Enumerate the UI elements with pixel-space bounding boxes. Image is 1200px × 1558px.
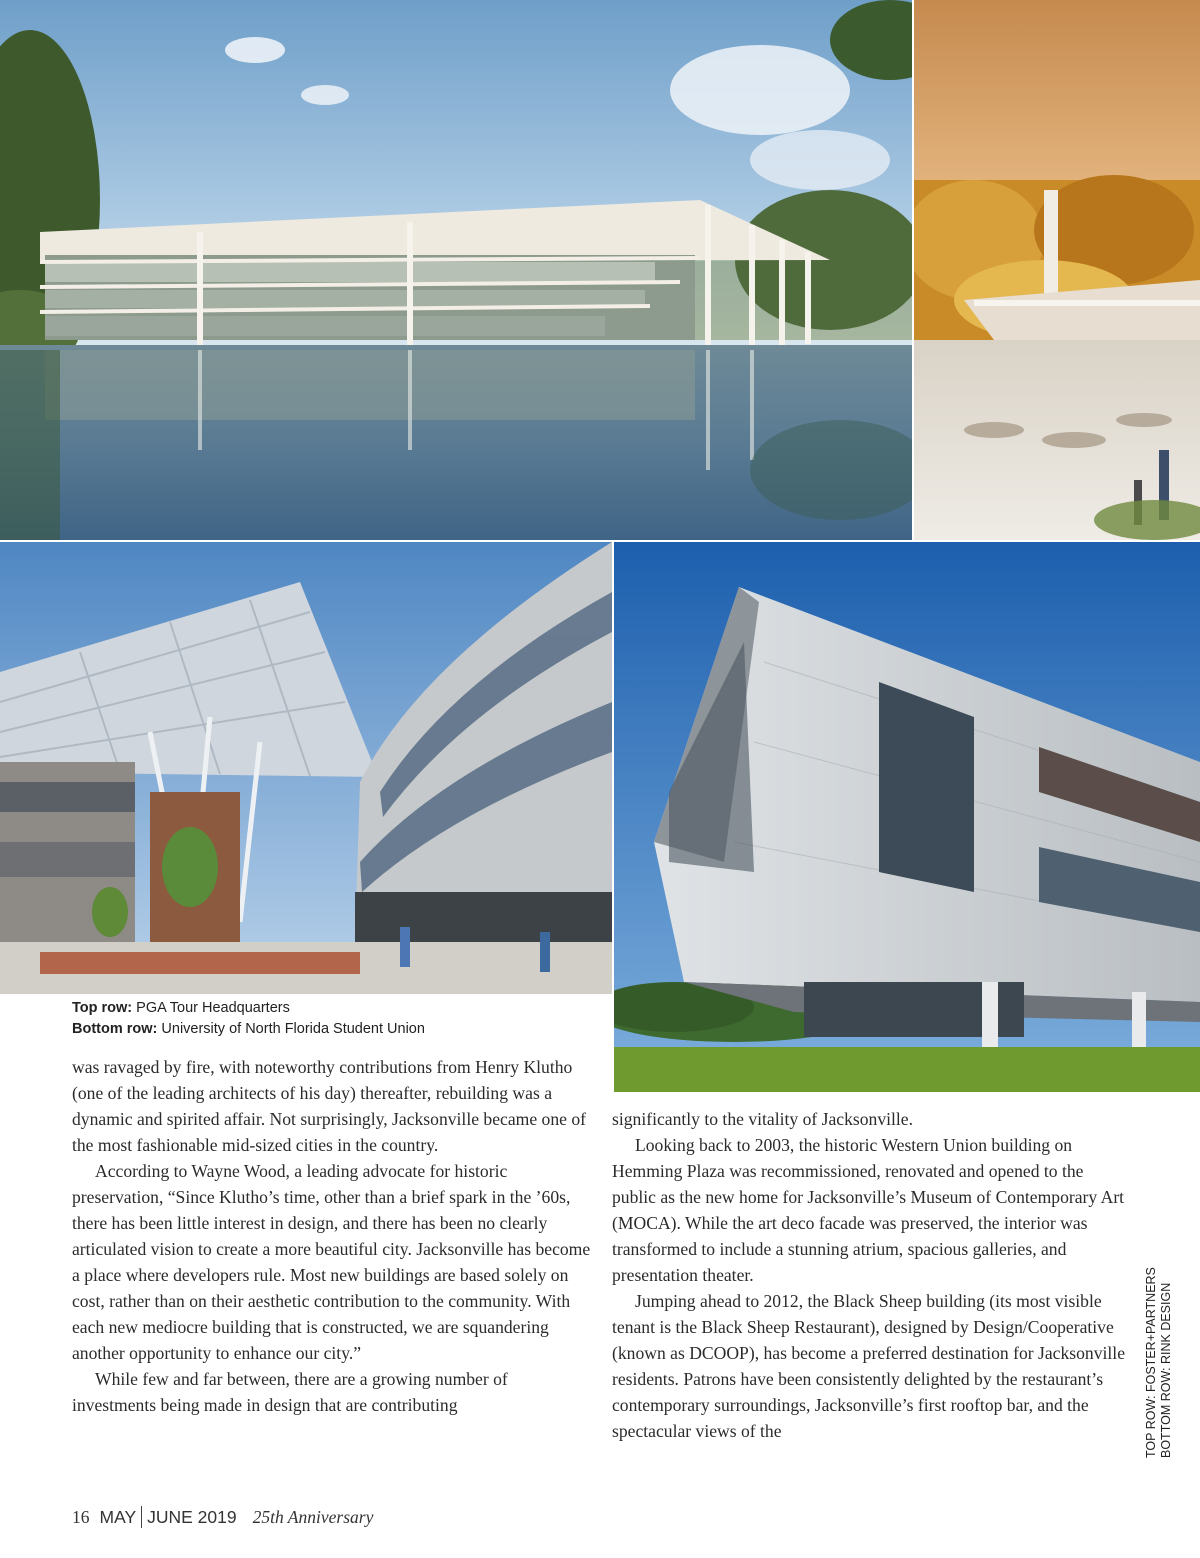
caption-top-row [72,998,602,1019]
caption-bottom-text: University of North Florida Student Union [157,1021,425,1037]
paragraph: Looking back to 2003, the historic Western Union building on Hemming Plaza was recommissioned, renovated and opened to the public as the new home for Jacksonville’s Museum of Contemporary Art (MOCA). While the art deco facade was preserved, the interior was transformed to include a stunning atrium, spacious galleries, and presentation theater. [612,1135,1125,1285]
issue-month-a: MAY [99,1506,137,1527]
photo-caption [72,998,602,1040]
unf-canopy-image [0,542,612,994]
issue-month-b: JUNE 2019 [147,1506,237,1527]
caption-bottom-label: Bottom row: [72,1021,158,1037]
caption-top-text: PGA Tour Headquarters [132,1000,290,1016]
paragraph: significantly to the vitality of Jacksonville. [612,1109,913,1129]
page-footer [72,1504,373,1530]
paragraph: According to Wayne Wood, a leading advocate for historic preservation, “Since Klutho’s time, other than a brief spark in the ’60s, there has been little interest in design, and there has been no clearly articulated vision to create a more beautiful city. Jacksonville has become a place where developers rule. Most new buildings are based solely on cost, rather than on their aesthetic contribution to the community. With each new mediocre building that is constructed, we are squandering another opportunity to enhance our city.” [72,1161,591,1363]
page-number: 16 [72,1506,90,1527]
article-column-right [612,1106,1127,1444]
pga-interior-image [914,0,1200,540]
photo-credit-bottom: BOTTOM ROW: RINK DESIGN [1159,1282,1173,1458]
photo-unf-student-union-cantilever [614,542,1200,1092]
photo-unf-student-union-canopy [0,542,612,994]
caption-top-label: Top row: [72,1000,133,1016]
paragraph: Jumping ahead to 2012, the Black Sheep building (its most visible tenant is the Black Sheep Restaurant), designed by Design/Cooperative (known as DCOOP), has become a preferred destination for Jacksonville residents. Patrons have been consistently delighted by the restaurant’s contemporary surroundings, Jacksonville’s first rooftop bar, and the spectacular views of the [612,1291,1126,1441]
photo-credit [1144,1158,1196,1458]
caption-bottom-row [72,1019,602,1040]
edition-label: 25th Anniversary [252,1506,374,1527]
article-column-left [72,1054,592,1418]
paragraph: While few and far between, there are a growing number of investments being made in design that are contributing [72,1369,508,1415]
unf-cantilever-image [614,542,1200,1092]
pga-exterior-image [0,0,912,540]
photo-pga-tour-exterior [0,0,912,540]
photo-credit-top: TOP ROW: FOSTER+PARTNERS [1144,1267,1158,1458]
paragraph: was ravaged by fire, with noteworthy contributions from Henry Klutho (one of the leading architects of his day) thereafter, rebuilding was a dynamic and spirited affair. Not surprisingly, Jacksonville became one of the most fashionable mid-sized cities in the country. [72,1057,586,1155]
divider [141,1506,142,1528]
photo-pga-tour-interior [914,0,1200,540]
